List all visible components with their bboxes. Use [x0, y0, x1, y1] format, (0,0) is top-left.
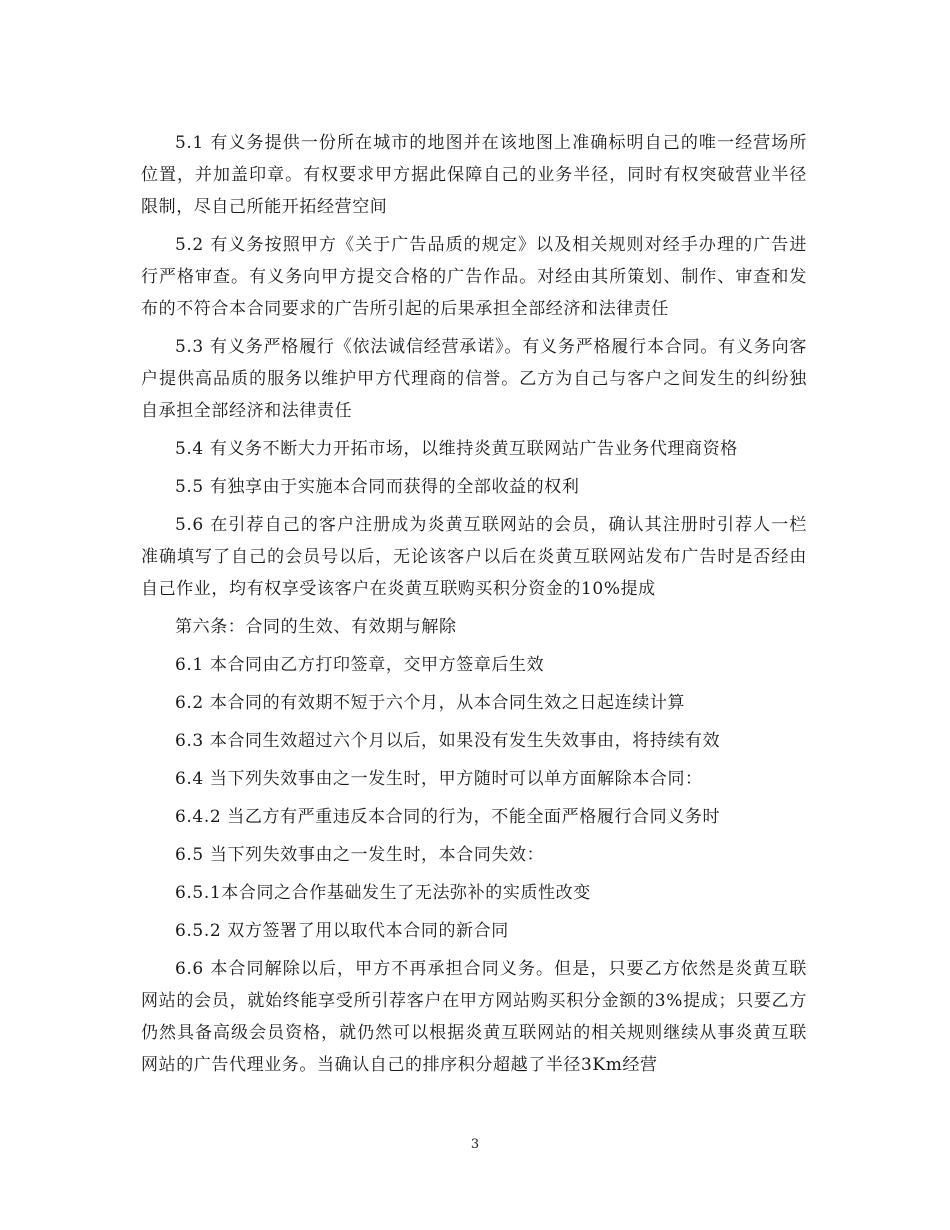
clause-5-4: 5.4 有义务不断大力开拓市场，以维持炎黄互联网站广告业务代理商资格	[175, 439, 738, 459]
clause-6-1: 6.1 本合同由乙方打印签章，交甲方签章后生效	[175, 655, 545, 675]
clause-6-4: 6.4 当下列失效事由之一发生时，甲方随时可以单方面解除本合同：	[175, 769, 703, 789]
clause-6-5: 6.5 当下列失效事由之一发生时，本合同失效：	[175, 845, 545, 865]
clause-6-5-1: 6.5.1本合同之合作基础发生了无法弥补的实质性改变	[175, 883, 591, 903]
clause-5-5: 5.5 有独享由于实施本合同而获得的全部收益的权利	[175, 477, 580, 497]
clause-5-3: 5.3 有义务严格履行《依法诚信经营承诺》。有义务严格履行本合同。有义务向客户提供高品质的服务以维护甲方代理商的信誉。乙方为自己与客户之间发生的纠纷独自承担全部经济和法律责任	[141, 337, 807, 421]
page-number: 3	[470, 1137, 480, 1152]
clause-6-5-2: 6.5.2 双方签署了用以取代本合同的新合同	[175, 921, 509, 941]
clause-5-2: 5.2 有义务按照甲方《关于广告品质的规定》以及相关规则对经手办理的广告进行严格审查。有义务向甲方提交合格的广告作品。对经由其所策划、制作、审查和发布的不符合本合同要求的广告所引起的后果承担全部经济和法律责任	[141, 235, 807, 319]
clause-6-4-2: 6.4.2 当乙方有严重违反本合同的行为，不能全面严格履行合同义务时	[175, 807, 721, 827]
clause-5-1: 5.1 有义务提供一份所在城市的地图并在该地图上准确标明自己的唯一经营场所位置，并加盖印章。有权要求甲方据此保障自己的业务半径，同时有权突破营业半径限制，尽自己所能开拓经营空间	[141, 133, 807, 217]
article-6-heading: 第六条：合同的生效、有效期与解除	[175, 617, 457, 637]
clause-6-2: 6.2 本合同的有效期不短于六个月，从本合同生效之日起连续计算	[175, 693, 686, 713]
clause-6-6: 6.6 本合同解除以后，甲方不再承担合同义务。但是，只要乙方依然是炎黄互联网站的会员，就始终能享受所引荐客户在甲方网站购买积分金额的3%提成；只要乙方仍然具备高级会员资格，就仍然可以根据炎黄互联网站的相关规则继续从事炎黄互联网站的广告代理业务。当确认自己的排序积分超越了半径3Km经营	[141, 959, 807, 1075]
clause-5-6: 5.6 在引荐自己的客户注册成为炎黄互联网站的会员，确认其注册时引荐人一栏准确填写了自己的会员号以后，无论该客户以后在炎黄互联网站发布广告时是否经由自己作业，均有权享受该客户在炎黄互联购买积分资金的10%提成	[141, 515, 807, 599]
clause-6-3: 6.3 本合同生效超过六个月以后，如果没有发生失效事由，将持续有效	[175, 731, 721, 751]
document-body	[141, 127, 807, 1081]
